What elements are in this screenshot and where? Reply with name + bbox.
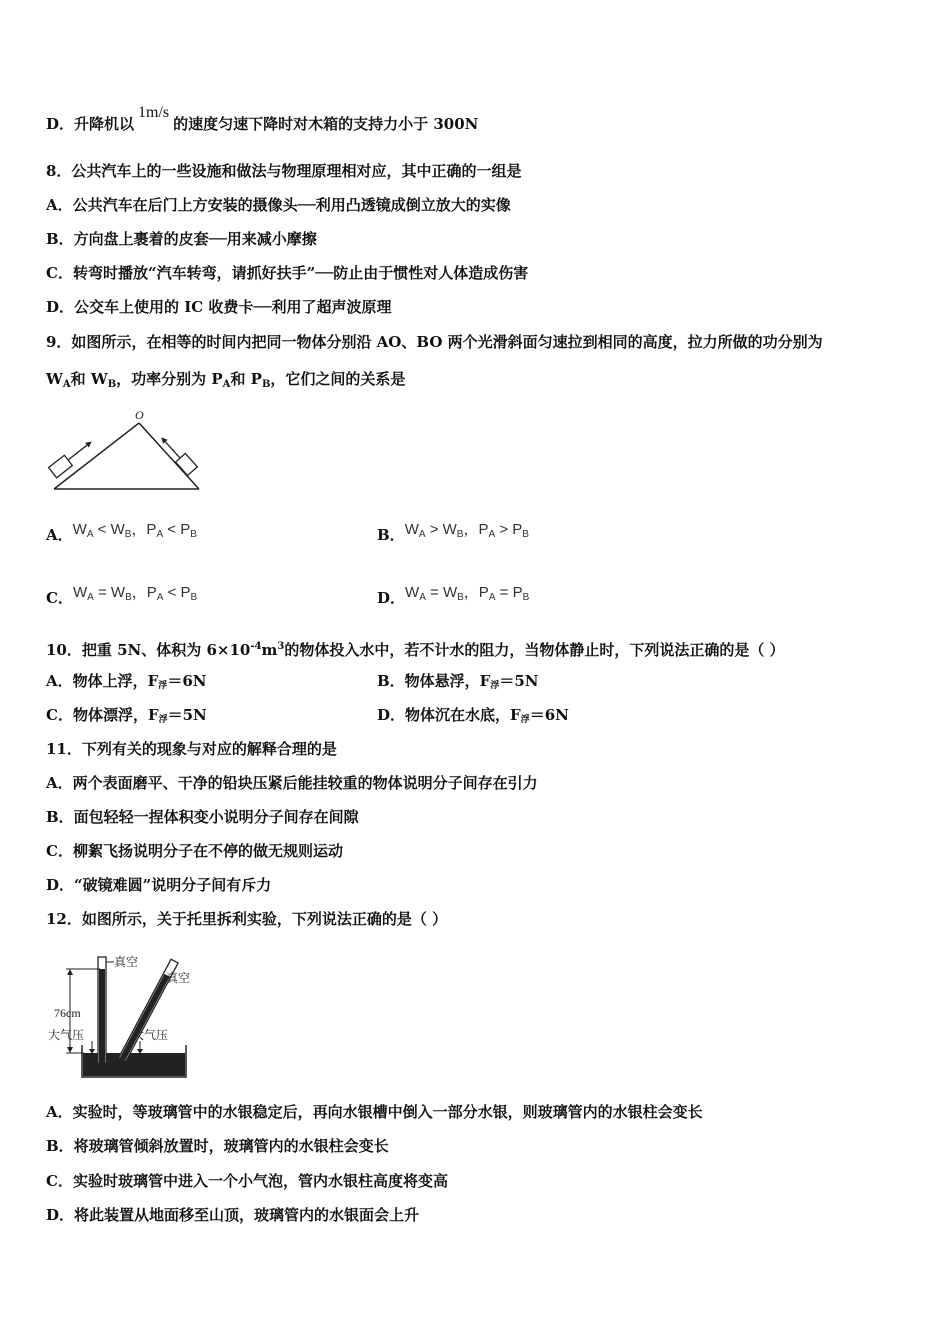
q12-label-height: 76cm (54, 1006, 81, 1020)
q10-stem: 10．把重 5N、体积为 $6\times 10^{-4}m^3$的物体投入水中，若不计水的阻力，当物体静止时，下列说法正确的是（ ） (46, 641, 785, 659)
q8-stem: 8．公共汽车上的一些设施和做法与物理原理相对应，其中正确的一组是 (46, 162, 522, 180)
q12-option-d: D．将此装置从地面移至山顶，玻璃管内的水银面会上升 (46, 1206, 420, 1224)
q11-option-a: A．两个表面磨平、干净的铅块压紧后能挂较重的物体说明分子间存在引力 (46, 774, 538, 792)
q11-option-b: B．面包轻轻一捏体积变小说明分子间存在间隙 (46, 808, 359, 826)
q9-figure-label-o: O (135, 408, 144, 422)
q11-option-d: D．“破镜难圆”说明分子间有斥力 (46, 876, 272, 894)
q10-option-a: A．物体上浮，F浮＝6N (46, 672, 207, 691)
q9-stem-line2: $W_A$和 $W_B$，功率分别为 $P_A$和 $P_B$，它们之间的关系是 (46, 370, 406, 390)
q10-option-d: D．物体沉在水底，F浮＝6N (377, 706, 569, 725)
q7-option-d-pre: D．升降机以 (46, 115, 135, 133)
q12-option-b: B．将玻璃管倾斜放置时，玻璃管内的水银柱会变长 (46, 1137, 389, 1155)
q12-torricelli-figure (44, 945, 214, 1085)
q10-option-b: B．物体悬浮，F浮＝5N (377, 672, 539, 691)
q9-option-d: D．$W_A = W_B$，$P_A = P_B$ (377, 584, 530, 607)
q7-option-d-post: 的速度匀速下降时对木箱的支持力小于 300N (173, 115, 479, 133)
q8-option-a: A．公共汽车在后门上方安装的摄像头──利用凸透镜成倒立放大的实像 (46, 196, 511, 214)
q12-label-atm-2: 大气压 (132, 1028, 169, 1042)
q8-option-c: C．转弯时播放“汽车转弯，请抓好扶手”──防止由于惯性对人体造成伤害 (46, 264, 529, 282)
q8-option-b: B．方向盘上裹着的皮套──用来减小摩擦 (46, 230, 317, 248)
q12-label-atm-1: 大气压 (48, 1028, 85, 1042)
q7-option-d-unit: 1m/s (138, 104, 170, 121)
q11-stem: 11．下列有关的现象与对应的解释合理的是 (46, 740, 337, 758)
q7-option-d (46, 104, 479, 135)
q12-option-a: A．实验时，等玻璃管中的水银稳定后，再向水银槽中倒入一部分水银，则玻璃管内的水银柱会变长 (46, 1103, 703, 1121)
q12-option-c: C．实验时玻璃管中进入一个小气泡，管内水银柱高度将变高 (46, 1172, 448, 1190)
q12-label-vacuum-2: 真空 (166, 971, 191, 985)
q8-option-d: D．公交车上使用的 IC 收费卡──利用了超声波原理 (46, 298, 392, 316)
q11-option-c: C．柳絮飞扬说明分子在不停的做无规则运动 (46, 842, 343, 860)
q9-option-a: A．$W_A < W_B$，$P_A < P_B$ (46, 521, 197, 544)
q9-option-c: C．$W_A = W_B$，$P_A < P_B$ (46, 584, 198, 607)
q9-incline-figure (44, 405, 214, 500)
q12-stem: 12．如图所示，关于托里拆利实验，下列说法正确的是（ ） (46, 910, 448, 928)
q12-label-vacuum-1: 真空 (114, 955, 139, 969)
q9-stem-line1: 9．如图所示，在相等的时间内把同一物体分别沿 AO、BO 两个光滑斜面匀速拉到相同的高度，拉力所做的功分别为 (46, 333, 823, 351)
q10-option-c: C．物体漂浮，F浮＝5N (46, 706, 207, 725)
q9-option-b: B．$W_A > W_B$，$P_A > P_B$ (377, 521, 529, 544)
